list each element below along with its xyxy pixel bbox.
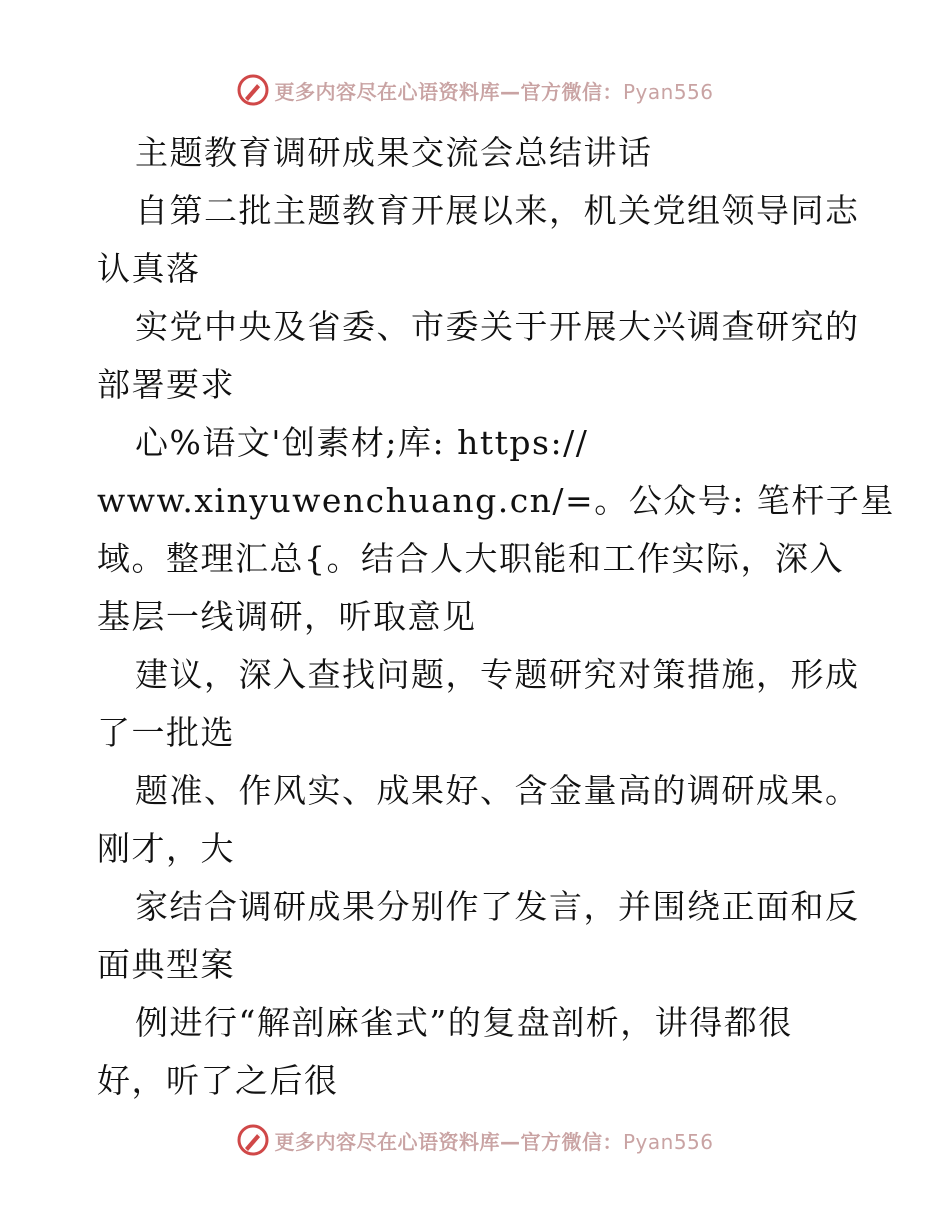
header-banner (0, 70, 950, 110)
banner-label: 更多内容尽在心语资料库—官方微信： (274, 79, 623, 104)
pen-logo-icon (236, 1123, 270, 1157)
banner-label: 更多内容尽在心语资料库—官方微信： (274, 1129, 623, 1154)
text-line: 部署要求 (97, 365, 235, 404)
text-line: 题准、作风实、成果好、含金量高的调研成果。 (135, 771, 860, 810)
text-line: 主题教育调研成果交流会总结讲话 (135, 133, 653, 172)
banner-text (274, 1126, 713, 1155)
banner-text (274, 76, 713, 105)
wechat-id: Pyan556 (622, 1129, 714, 1154)
text-line: 例进行“解剖麻雀式”的复盘剖析，讲得都很 (135, 1003, 793, 1042)
text-line: 家结合调研成果分别作了发言，并围绕正面和反 (135, 887, 860, 926)
wechat-id: Pyan556 (622, 79, 714, 104)
text-line: 好，听了之后很 (97, 1061, 339, 1100)
text-line: 刚才，大 (97, 829, 235, 868)
pen-logo-icon (236, 73, 270, 107)
text-line: 认真落 (97, 249, 201, 288)
text-line: 心%语文'创素材;库: https:// (135, 423, 589, 462)
text-line: 实党中央及省委、市委关于开展大兴调查研究的 (135, 307, 860, 346)
text-line: 面典型案 (97, 945, 235, 984)
text-line: 了一批选 (97, 713, 235, 752)
text-line: www.xinyuwenchuang.cn/=。公众号: 笔杆子星 (97, 481, 895, 520)
document-body (97, 124, 895, 1110)
text-line: 建议，深入查找问题，专题研究对策措施，形成 (135, 655, 860, 694)
footer-banner (0, 1120, 950, 1160)
text-line: 域。整理汇总{。结合人大职能和工作实际，深入 (97, 539, 844, 578)
text-line: 自第二批主题教育开展以来，机关党组领导同志 (135, 191, 860, 230)
text-line: 基层一线调研，听取意见 (97, 597, 477, 636)
